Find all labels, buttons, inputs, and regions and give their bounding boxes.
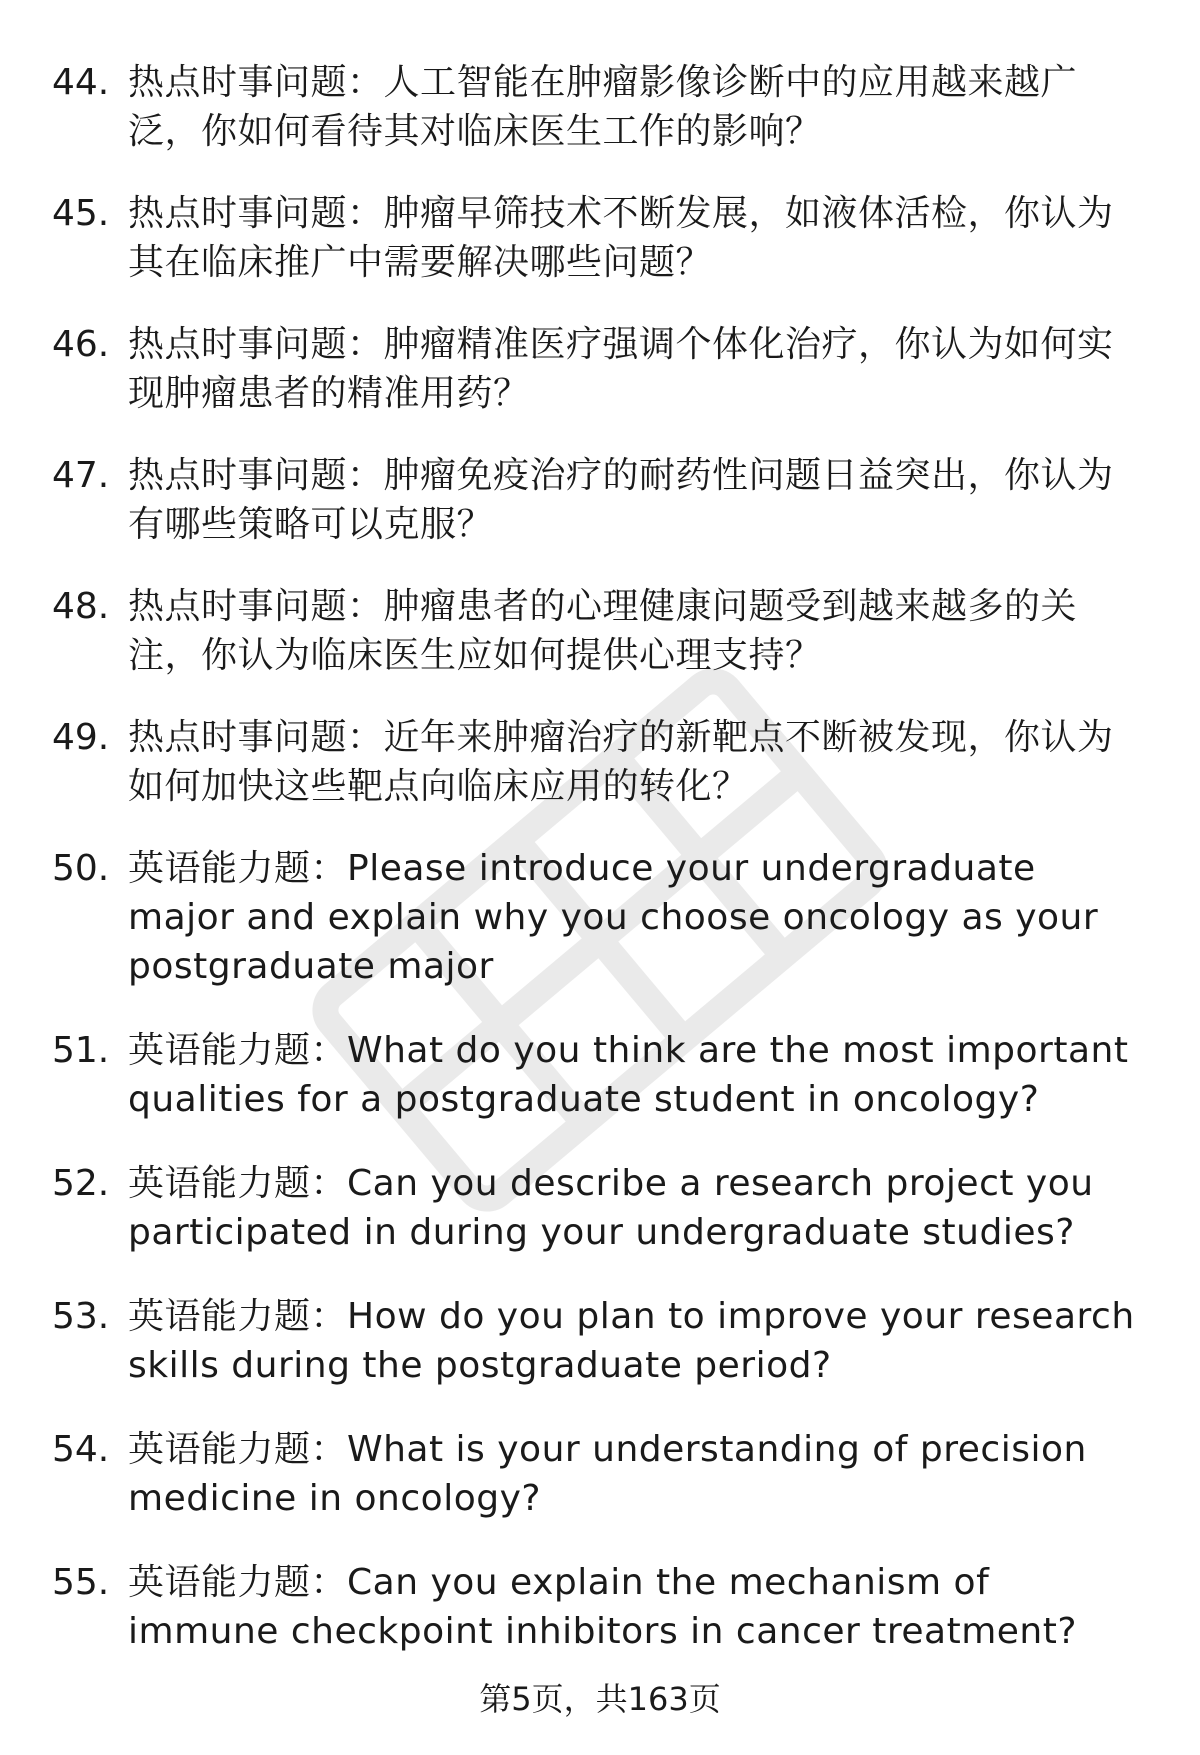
question-text: 英语能力题：Please introduce your undergraduate major and explain why you choose oncology as your postgraduate major [128, 848, 1099, 987]
question-number: 50. [52, 848, 110, 889]
question-item [0, 1425, 1200, 1523]
question-text: 英语能力题：Can you describe a research project you participated in during your undergraduate studies? [128, 1163, 1094, 1253]
question-text: 英语能力题：How do you plan to improve your research skills during the postgraduate period? [128, 1296, 1135, 1386]
question-item [0, 1292, 1200, 1390]
question-item [0, 1558, 1200, 1656]
question-number: 51. [52, 1030, 110, 1071]
page-footer: 第5页，共163页 [479, 1680, 721, 1718]
question-item [0, 582, 1200, 680]
question-item [0, 320, 1200, 418]
question-text: 热点时事问题：肿瘤精准医疗强调个体化治疗，你认为如何实现肿瘤患者的精准用药？ [128, 324, 1114, 414]
question-text: 热点时事问题：人工智能在肿瘤影像诊断中的应用越来越广泛，你如何看待其对临床医生工作的影响？ [128, 62, 1078, 152]
question-number: 49. [52, 717, 110, 758]
question-text: 热点时事问题：近年来肿瘤治疗的新靶点不断被发现，你认为如何加快这些靶点向临床应用的转化？ [128, 717, 1114, 807]
question-number: 46. [52, 324, 110, 365]
question-text: 热点时事问题：肿瘤患者的心理健康问题受到越来越多的关注，你认为临床医生应如何提供心理支持？ [128, 586, 1078, 676]
question-list [0, 58, 1200, 1691]
question-item [0, 189, 1200, 287]
question-number: 47. [52, 455, 110, 496]
question-number: 45. [52, 193, 110, 234]
question-number: 52. [52, 1163, 110, 1204]
question-item [0, 451, 1200, 549]
question-text: 英语能力题：What do you think are the most important qualities for a postgraduate student in oncology? [128, 1030, 1129, 1120]
question-number: 54. [52, 1429, 110, 1470]
question-item [0, 58, 1200, 156]
question-text: 英语能力题：Can you explain the mechanism of immune checkpoint inhibitors in cancer treatment? [128, 1562, 1077, 1652]
question-text: 英语能力题：What is your understanding of precision medicine in oncology? [128, 1429, 1087, 1519]
question-number: 48. [52, 586, 110, 627]
question-number: 55. [52, 1562, 110, 1603]
question-text: 热点时事问题：肿瘤早筛技术不断发展，如液体活检，你认为其在临床推广中需要解决哪些问题？ [128, 193, 1114, 283]
question-item [0, 1159, 1200, 1257]
question-item [0, 844, 1200, 991]
question-item [0, 1026, 1200, 1124]
question-number: 44. [52, 62, 110, 103]
question-item [0, 713, 1200, 811]
question-text: 热点时事问题：肿瘤免疫治疗的耐药性问题日益突出，你认为有哪些策略可以克服？ [128, 455, 1114, 545]
question-number: 53. [52, 1296, 110, 1337]
